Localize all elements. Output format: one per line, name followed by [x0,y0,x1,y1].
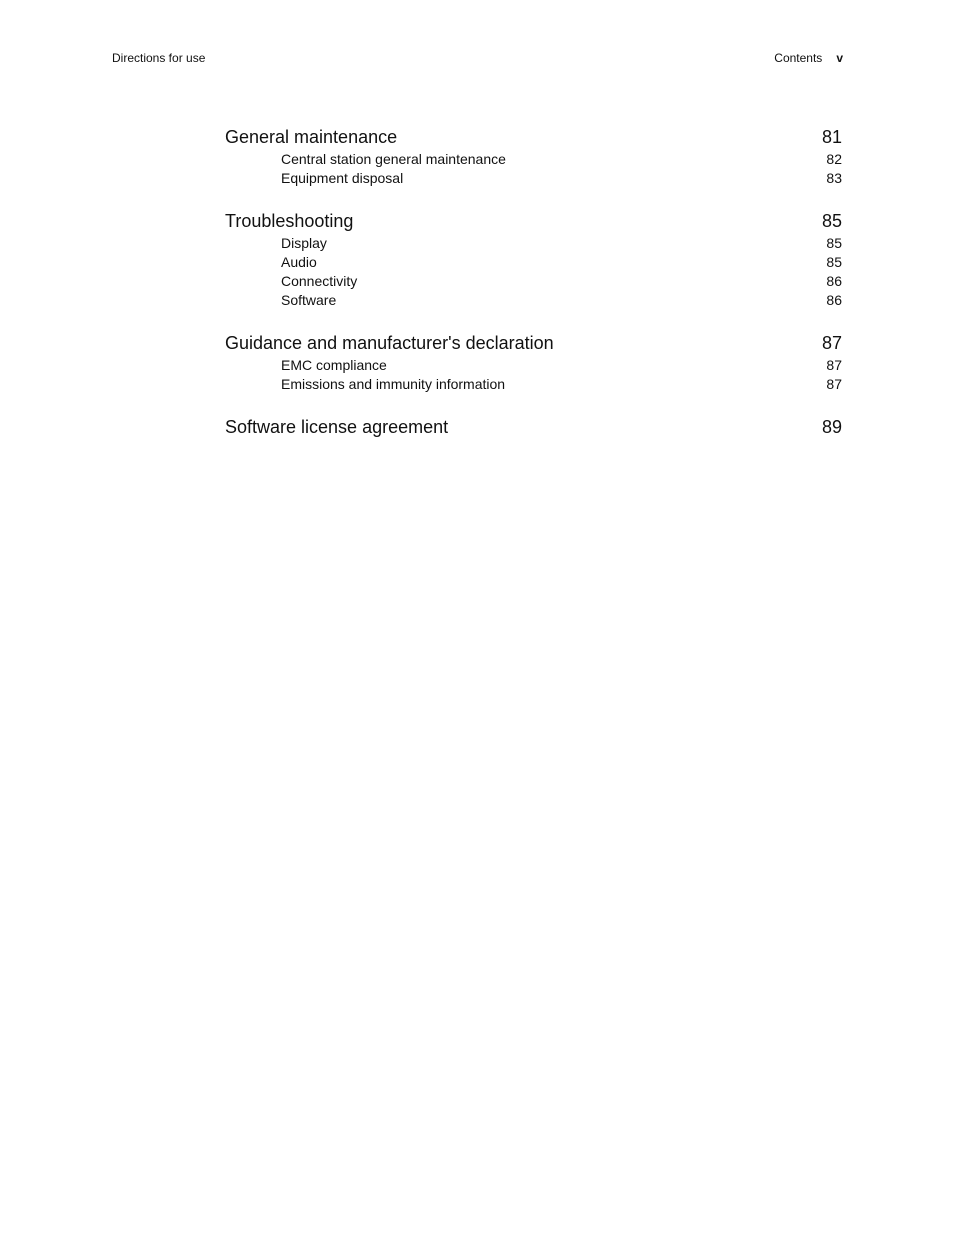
toc-section-software-license [225,414,842,440]
header-section-label: Contents [774,51,823,65]
toc-subentry[interactable] [225,291,842,310]
toc-entry-title: Troubleshooting [225,211,354,231]
toc-subentry[interactable] [225,150,842,169]
toc-entry-title: Guidance and manufacturer's declaration [225,333,554,353]
toc-subentry-title: Central station general maintenance [281,151,506,167]
toc-subentry-title: Audio [281,254,317,270]
toc-subentry-title: Equipment disposal [281,170,404,186]
toc-subentry-page: 85 [826,254,842,270]
toc-subentry-page: 83 [826,170,842,186]
document-title: Directions for use [112,51,206,65]
toc-section-general-maintenance [225,124,842,188]
toc-entry[interactable] [225,208,842,234]
toc-entry[interactable] [225,414,842,440]
toc-subentry-page: 85 [826,235,842,251]
toc-section-troubleshooting [225,208,842,310]
table-of-contents [225,124,842,460]
toc-subentry-title: EMC compliance [281,357,387,373]
running-header [112,49,843,67]
toc-subentry-title: Display [281,235,327,251]
toc-subentry-page: 86 [826,273,842,289]
toc-subentry-title: Emissions and immunity information [281,376,506,392]
toc-section-guidance [225,330,842,394]
header-page-number: v [836,51,843,65]
toc-entry-title: Software license agreement [225,417,449,437]
toc-subentry-title: Connectivity [281,273,358,289]
toc-subentry[interactable] [225,375,842,394]
header-section [774,49,843,67]
toc-subentry-page: 87 [826,357,842,373]
toc-subentry-page: 87 [826,376,842,392]
toc-subentry-title: Software [281,292,337,308]
toc-subentry-page: 86 [826,292,842,308]
toc-entry[interactable] [225,124,842,150]
toc-subentry[interactable] [225,356,842,375]
toc-subentry[interactable] [225,234,842,253]
toc-entry-page: 85 [821,211,842,231]
toc-entry-page: 81 [821,127,842,147]
toc-subentry[interactable] [225,272,842,291]
toc-subentry-page: 82 [826,151,842,167]
toc-subentry[interactable] [225,169,842,188]
toc-entry-page: 89 [821,417,842,437]
toc-entry[interactable] [225,330,842,356]
toc-subentry[interactable] [225,253,842,272]
toc-entry-title: General maintenance [225,127,398,147]
toc-entry-page: 87 [821,333,842,353]
